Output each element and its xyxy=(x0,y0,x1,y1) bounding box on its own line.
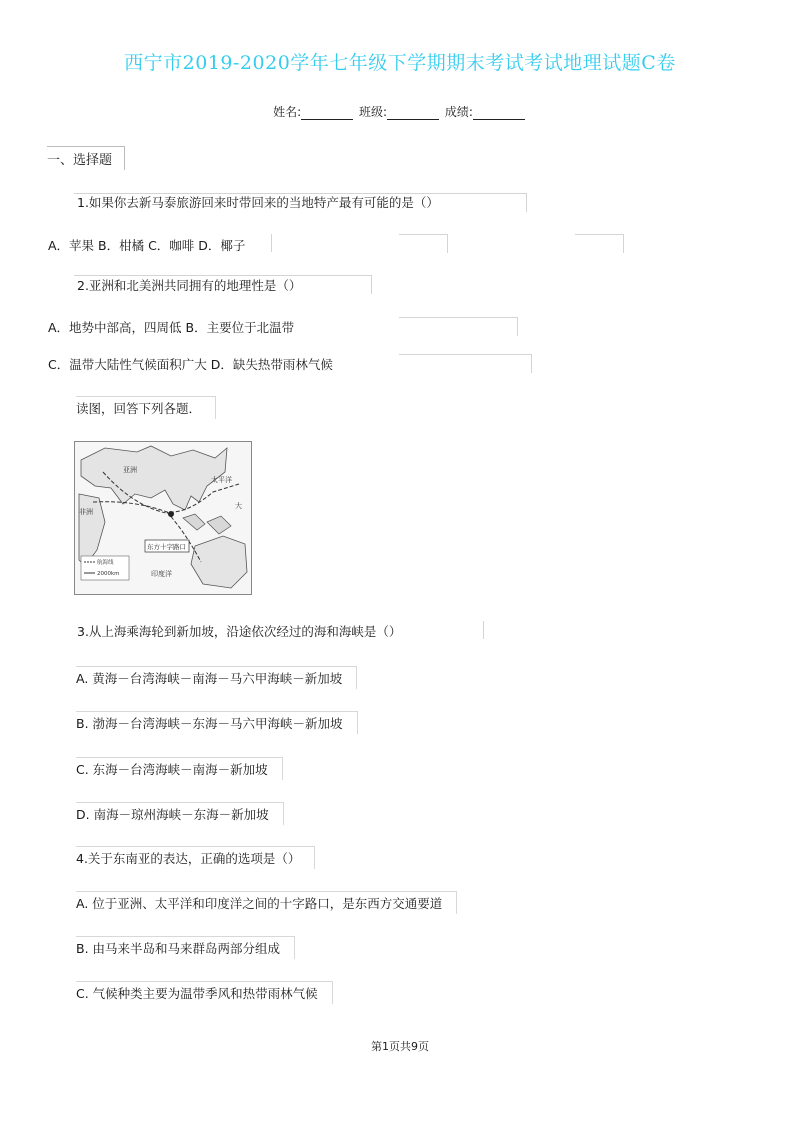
map-legend-scale: 2000km xyxy=(97,571,120,577)
map-label-pacific: 太平洋 xyxy=(211,476,232,484)
document-title: 西宁市2019-2020学年七年级下学期期末考试考试地理试题C卷 xyxy=(124,52,676,74)
class-blank[interactable] xyxy=(387,107,439,120)
q2-options-line2: C．温带大陆性气候面积广大 D．缺失热带雨林气候 xyxy=(48,357,333,372)
q3-option-a: A. 黄海－台湾海峡－南海－马六甲海峡－新加坡 xyxy=(76,666,357,689)
score-label: 成绩: xyxy=(444,105,473,119)
map-label-crossroads: 东方十字路口 xyxy=(147,543,186,551)
map-label-africa: 非洲 xyxy=(79,508,93,516)
map-label-indian-ocean: 印度洋 xyxy=(151,570,172,578)
q4-option-a: A. 位于亚洲、太平洋和印度洋之间的十字路口，是东西方交通要道 xyxy=(76,891,457,914)
map-label-australia: 大 xyxy=(235,502,242,510)
student-info-line xyxy=(0,103,800,120)
map-label-asia: 亚洲 xyxy=(123,466,137,474)
q2-text: 2.亚洲和北美洲共同拥有的地理性是（） xyxy=(77,278,302,293)
q1-frame-edge xyxy=(271,234,272,252)
map-legend-route: 航海线 xyxy=(97,560,114,566)
read-map-instruction: 读图，回答下列各题． xyxy=(76,396,216,419)
q2-blank-frame-1 xyxy=(399,317,518,336)
q4-option-c: C. 气候种类主要为温带季风和热带雨林气候 xyxy=(76,981,333,1004)
q3-frame-edge xyxy=(483,621,484,639)
q1-options: A．苹果 B．柑橘 C．咖啡 D．椰子 xyxy=(48,238,246,253)
q3-option-d: D. 南海－琼州海峡－东海－新加坡 xyxy=(76,802,284,825)
q1-blank-frame-2 xyxy=(575,234,624,253)
class-label: 班级: xyxy=(358,105,388,119)
q2-options-line1: A．地势中部高，四周低 B．主要位于北温带 xyxy=(48,320,295,335)
section-heading: 一、选择题 xyxy=(47,146,125,170)
q1-blank-frame-1 xyxy=(399,234,448,253)
q2-blank-frame-2 xyxy=(399,354,532,373)
name-label: 姓名: xyxy=(273,105,302,119)
q4-text: 4.关于东南亚的表达，正确的选项是（） xyxy=(76,846,315,869)
map-drawing xyxy=(75,442,251,594)
q1-text: 1.如果你去新马泰旅游回来时带回来的当地特产最有可能的是（） xyxy=(77,195,439,210)
q3-option-b: B. 渤海－台湾海峡－东海－马六甲海峡－新加坡 xyxy=(76,711,358,734)
score-blank[interactable] xyxy=(473,107,525,120)
q4-option-b: B. 由马来半岛和马来群岛两部分组成 xyxy=(76,936,295,959)
page-footer: 第1页共9页 xyxy=(371,1040,429,1053)
q3-text: 3.从上海乘海轮到新加坡，沿途依次经过的海和海峡是（） xyxy=(77,624,402,639)
southeast-asia-map xyxy=(74,441,252,595)
q3-option-c: C. 东海－台湾海峡－南海－新加坡 xyxy=(76,757,283,780)
name-blank[interactable] xyxy=(301,107,353,120)
